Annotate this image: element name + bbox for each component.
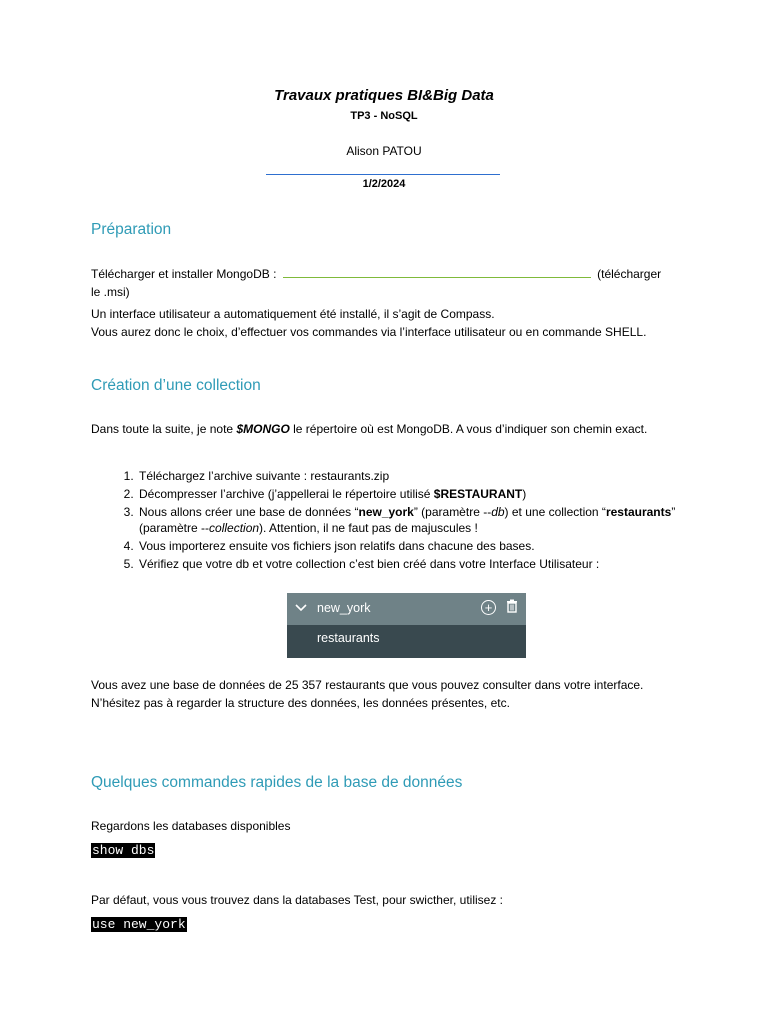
step-3 (137, 504, 697, 536)
trash-icon[interactable] (506, 599, 518, 616)
download-prefix: Télécharger et installer MongoDB : (91, 267, 277, 281)
compass-line2: Vous aurez donc le choix, d’effectuer vos commandes via l’interface utilisateur ou en commande SHELL. (91, 325, 647, 339)
intro-text-a: Dans toute la suite, je note (91, 422, 237, 436)
step-3-text-g: ” (paramètre -- (139, 505, 676, 535)
step-3-db-name: new_york (358, 505, 414, 519)
doc-title: Travaux pratiques BI&Big Data (274, 87, 494, 104)
compass-screenshot (287, 593, 526, 658)
mongo-intro (91, 420, 681, 438)
doc-author: Alison PATOU (346, 144, 422, 158)
code-show-dbs: show dbs (92, 843, 155, 858)
step-2-var: $RESTAURANT (433, 487, 523, 501)
step-5-text: Vérifiez que votre db et votre collection c’est bien créé dans votre Interface Utilisateur : (139, 557, 600, 571)
add-circle-icon[interactable]: + (481, 600, 496, 615)
step-2-text-c: ) (522, 487, 527, 501)
download-paragraph (91, 265, 681, 301)
steps-list (91, 468, 697, 574)
download-blank-line (283, 265, 591, 278)
outro-paragraph (91, 676, 681, 712)
compass-paragraph (91, 305, 681, 341)
step-3-text-a: Nous allons créer une base de données “ (139, 505, 359, 519)
compass-line1: Un interface utilisateur a automatiquement été installé, il s’agit de Compass. (91, 307, 495, 321)
heading-preparation: Préparation (91, 221, 172, 238)
doc-date: 1/2/2024 (362, 178, 406, 190)
doc-subtitle: TP3 - NoSQL (350, 110, 418, 122)
step-4-text: Vous importerez ensuite vos fichiers json relatifs dans chacune des bases. (139, 539, 535, 553)
intro-var: $MONGO (236, 422, 290, 436)
chevron-down-icon[interactable] (295, 601, 307, 615)
step-3-text-i: ). Attention, il ne faut pas de majuscules ! (259, 521, 478, 535)
commands-p2: Par défaut, vous vous trouvez dans la databases Test, pour swicther, utilisez : (91, 893, 504, 907)
step-5 (137, 556, 697, 572)
download-suffix: (télécharger (597, 267, 662, 281)
step-4 (137, 538, 697, 554)
heading-collection: Création d’une collection (91, 377, 261, 394)
step-2 (137, 486, 697, 502)
step-3-param-db: db (491, 505, 505, 519)
code-use-new-york: use new_york (92, 917, 186, 932)
step-3-text-e: ) et une collection “ (504, 505, 606, 519)
step-2-text-a: Décompresser l’archive (j’appellerai le répertoire utilisé (139, 487, 434, 501)
step-1 (137, 468, 697, 484)
title-rule (266, 174, 500, 175)
compass-db-name[interactable]: new_york (317, 601, 371, 615)
compass-db-row[interactable] (287, 593, 526, 625)
commands-p1: Regardons les databases disponibles (91, 819, 291, 833)
intro-text-b: le répertoire où est MongoDB. A vous d’indiquer son chemin exact. (289, 422, 648, 436)
step-3-param-collection: collection (209, 521, 260, 535)
download-line2: le .msi) (91, 285, 130, 299)
compass-collection-item[interactable]: restaurants (317, 631, 380, 645)
outro-line1: Vous avez une base de données de 25 357 restaurants que vous pouvez consulter dans votre interface. (91, 678, 644, 692)
outro-line2: N’hésitez pas à regarder la structure des données, les données présentes, etc. (91, 696, 510, 710)
heading-commands: Quelques commandes rapides de la base de données (91, 774, 463, 791)
step-3-text-c: ” (paramètre -- (413, 505, 492, 519)
step-1-text: Téléchargez l’archive suivante : restaurants.zip (139, 469, 390, 483)
step-3-collection-name: restaurants (605, 505, 672, 519)
